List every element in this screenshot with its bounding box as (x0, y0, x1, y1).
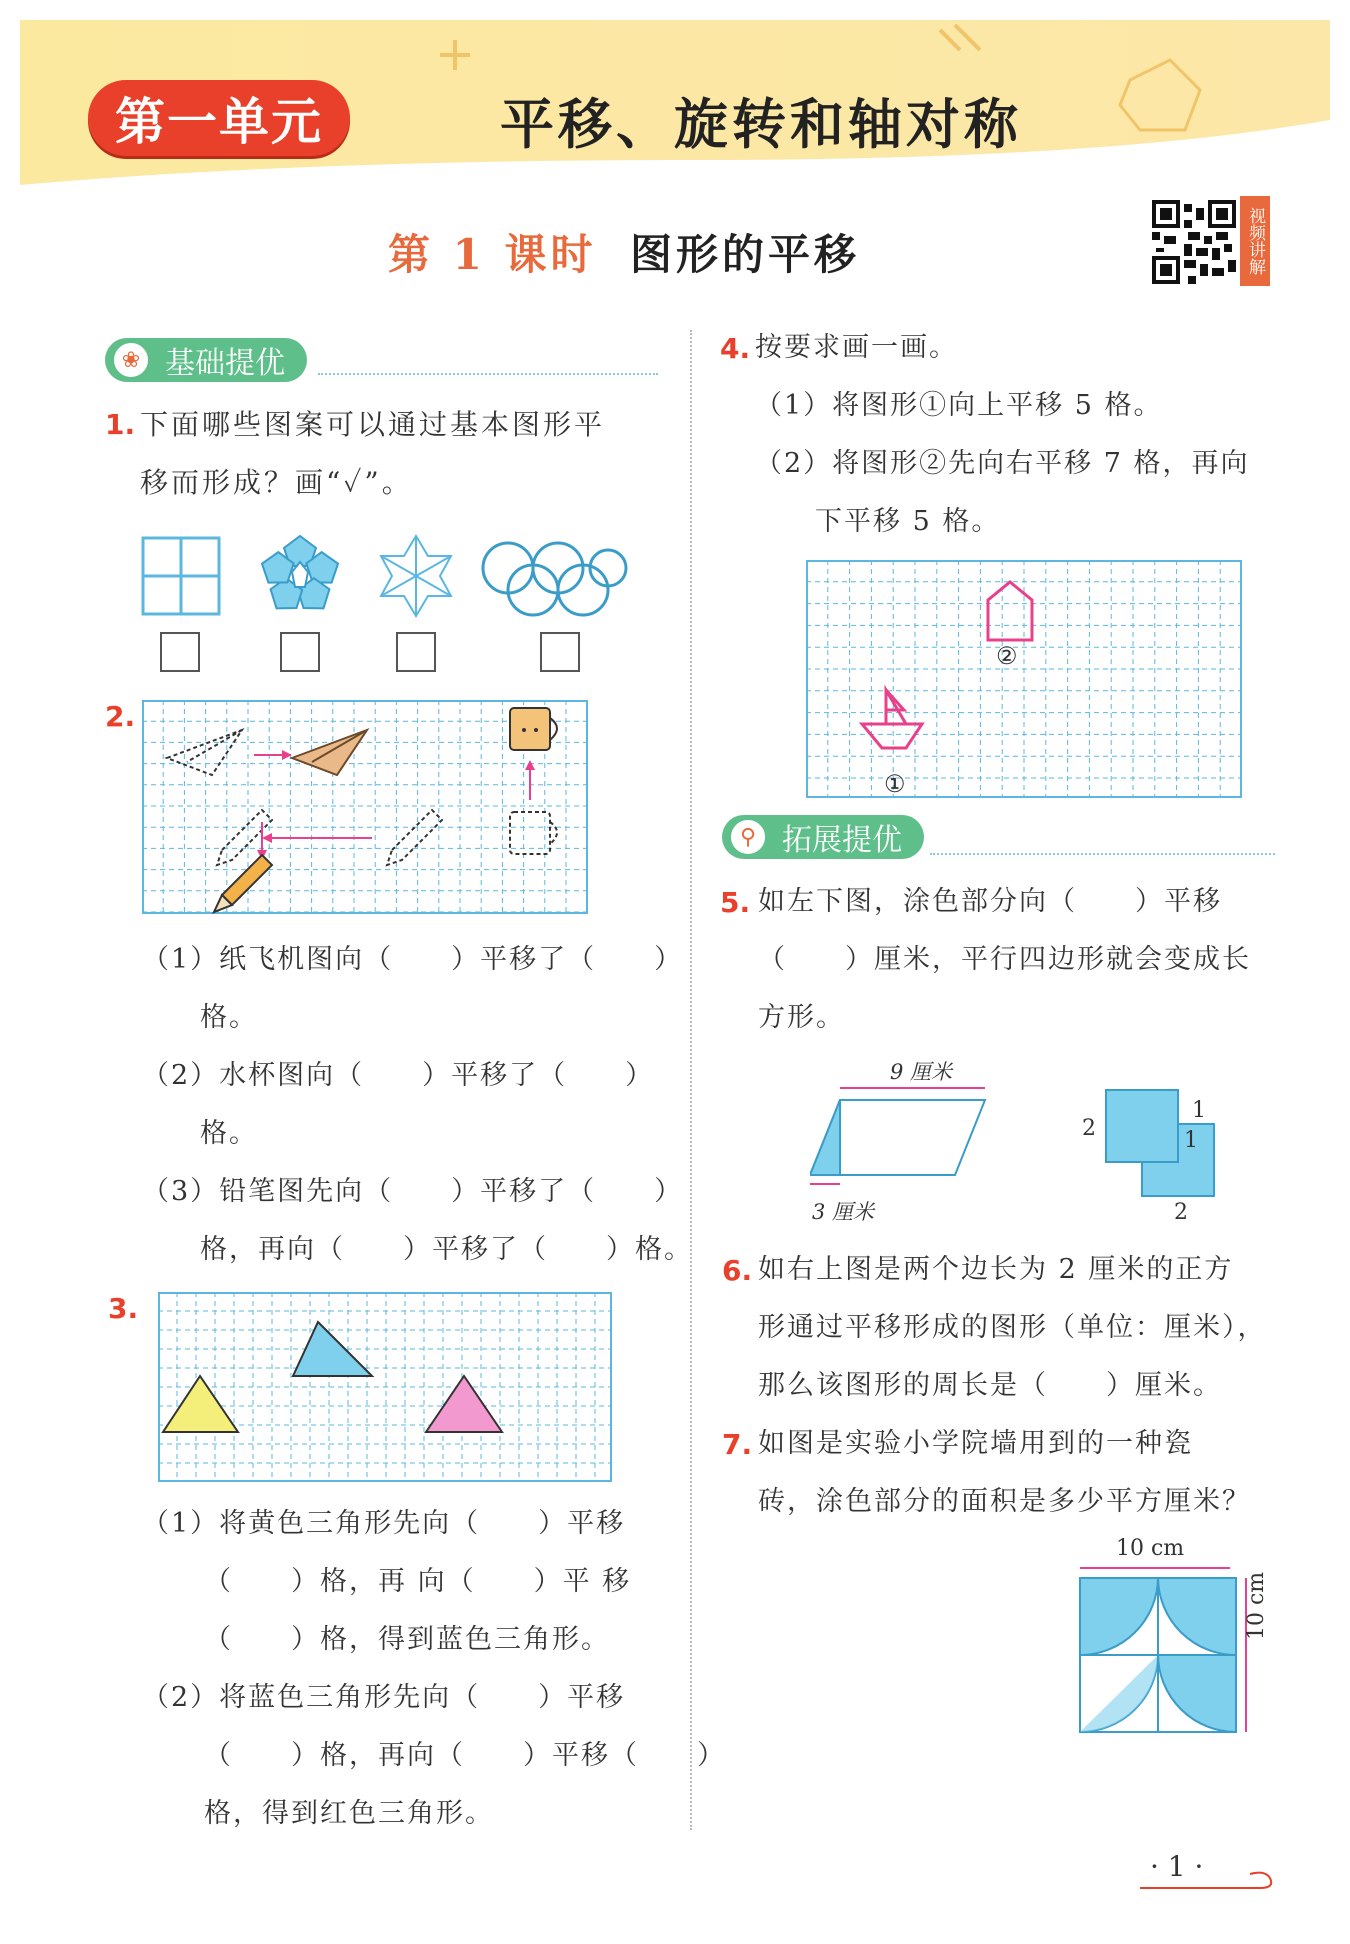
unit-title: 平移、旋转和轴对称 (500, 93, 1022, 156)
q7-line1: 如图是实验小学院墙用到的一种瓷 (758, 1428, 1193, 1459)
q3-p2-line1: （2）将蓝色三角形先向（ ）平移 (142, 1682, 626, 1713)
pattern-rings (483, 543, 626, 615)
section-extend (722, 815, 924, 859)
paper-plane-icon (292, 730, 367, 775)
q3-p1-line3: （ ）格，得到蓝色三角形。 (204, 1624, 610, 1655)
q7-line2: 砖，涂色部分的面积是多少平方厘米？ (758, 1486, 1251, 1517)
q5-line3: 方形。 (758, 1002, 845, 1033)
q5-square-right-label-2: 1 (1184, 1128, 1198, 1153)
column-divider (690, 330, 692, 1830)
lesson-title: 图形的平移 (630, 230, 861, 279)
q5-parallelogram (810, 1080, 1000, 1190)
q2-number: 2. (105, 700, 136, 733)
q3-grid-figure (158, 1292, 612, 1482)
q3-p1-line2: （ ）格，再 向（ ）平 移 (204, 1566, 632, 1597)
section-basic (105, 338, 307, 382)
q1-number: 1. (105, 408, 136, 441)
pattern-squares (143, 538, 219, 614)
q7-side-label: 10 cm (1244, 1571, 1269, 1640)
section-extend-rule (930, 853, 1275, 855)
q2-p3-line1: （3）铅笔图先向（ ）平移了（ ） (142, 1176, 684, 1207)
q1-checkbox-4[interactable] (540, 632, 580, 672)
q1-checkbox-1[interactable] (160, 632, 200, 672)
section-extend-label: 拓展提优 (782, 823, 902, 858)
q2-p2-line1: （2）水杯图向（ ）平移了（ ） (142, 1060, 655, 1091)
q4-number: 4. (720, 332, 751, 365)
q1-patterns (138, 528, 628, 628)
q6-line2: 形通过平移形成的图形（单位：厘米）， (758, 1312, 1267, 1343)
cup-dashed-icon (510, 812, 557, 854)
q7-number: 7. (722, 1428, 753, 1461)
q2-p1-line1: （1）纸飞机图向（ ）平移了（ ） (142, 944, 684, 975)
q1-line1: 下面哪些图案可以通过基本图形平 (140, 408, 606, 441)
pencil-icon (214, 855, 272, 912)
q6-number: 6. (722, 1254, 753, 1287)
q2-p3-line2: 格，再向（ ）平移了（ ）格。 (200, 1234, 693, 1265)
q5-square-bottom-label: 2 (1174, 1200, 1188, 1225)
q5-line2: （ ）厘米，平行四边形就会变成长 (758, 944, 1251, 975)
q3-p2-line3: 格，得到红色三角形。 (204, 1798, 494, 1829)
q4-label-2: ② (996, 642, 1018, 670)
pink-triangle (426, 1376, 502, 1432)
lesson-number: 第 1 课时 (388, 230, 597, 279)
q5-number: 5. (720, 886, 751, 919)
q5-square-right-label-1: 1 (1192, 1098, 1206, 1123)
q4-p2-line2: 下平移 5 格。 (815, 506, 1001, 537)
q6-line3: 那么该图形的周长是（ ）厘米。 (758, 1370, 1222, 1401)
page-number-swoosh (1140, 1866, 1280, 1896)
cup-icon (510, 708, 557, 750)
q4-grid-figure[interactable] (806, 560, 1242, 798)
q2-p2-line2: 格。 (200, 1118, 258, 1149)
pattern-pentagons (257, 536, 343, 618)
section-basic-label: 基础提优 (165, 346, 285, 381)
q5-bottom-label: 3 厘米 (812, 1200, 875, 1224)
q1-line2: 移而形成？画“✓”。 (140, 466, 413, 499)
qr-label: 视频讲解 (1240, 196, 1270, 286)
sprout-icon: ❀ (111, 340, 151, 380)
q4-p1: （1）将图形①向上平移 5 格。 (755, 390, 1163, 421)
q7-tile-figure (1070, 1560, 1260, 1740)
section-basic-rule (318, 373, 658, 375)
q2-p1-line2: 格。 (200, 1002, 258, 1033)
q5-square-left-label: 2 (1082, 1116, 1096, 1141)
q2-grid-figure (142, 700, 588, 914)
q4-label-1: ① (884, 770, 906, 798)
q7-top-label: 10 cm (1116, 1536, 1185, 1561)
pattern-star (381, 536, 451, 616)
figure-2-house (988, 582, 1032, 640)
qr-code-icon[interactable] (1152, 200, 1236, 284)
q3-p1-line1: （1）将黄色三角形先向（ ）平移 (142, 1508, 626, 1539)
q5-line1: 如左下图，涂色部分向（ ）平移 (758, 886, 1222, 917)
q6-line1: 如右上图是两个边长为 2 厘米的正方 (758, 1254, 1234, 1285)
q1-checkbox-2[interactable] (280, 632, 320, 672)
q3-p2-line2: （ ）格，再向（ ）平移（ ） (204, 1740, 726, 1771)
q3-number: 3. (108, 1292, 139, 1325)
q4-p2-line1: （2）将图形②先向右平移 7 格，再向 (755, 448, 1250, 479)
paper-plane-dashed-icon (167, 730, 242, 775)
q5-top-label: 9 厘米 (890, 1060, 953, 1084)
yellow-triangle (163, 1376, 238, 1432)
q1-checkbox-3[interactable] (396, 632, 436, 672)
page-number: · 1 · (1150, 1850, 1204, 1883)
q4-stem: 按要求画一画。 (755, 332, 958, 363)
unit-badge: 第一单元 (88, 80, 350, 156)
magnifier-icon: ⚲ (728, 817, 768, 857)
